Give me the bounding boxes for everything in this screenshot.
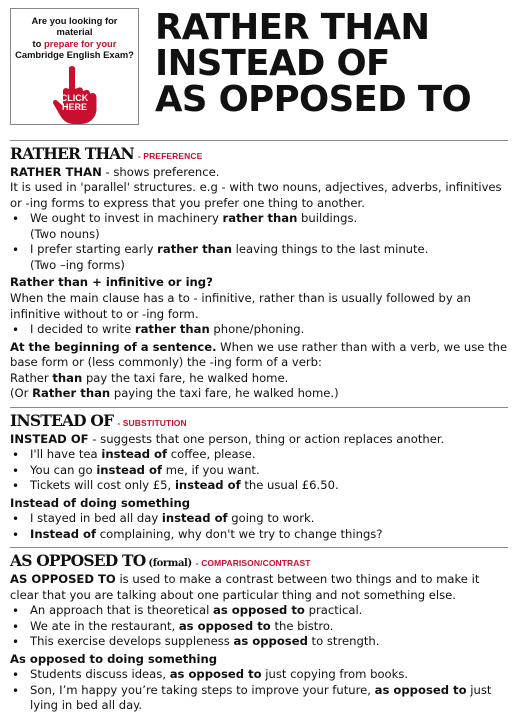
subheading: Rather than + infinitive or ing?	[10, 275, 213, 290]
header	[10, 8, 508, 140]
example-list	[10, 242, 508, 258]
section-tag: - SUBSTITUTION	[117, 417, 187, 428]
ad-line-2: to prepare for your	[32, 37, 117, 49]
section-tag: - PREFERENCE	[137, 151, 203, 161]
list-item: • I stayed in bed all day instead of going to work.	[10, 511, 508, 527]
pointing-hand-icon[interactable]	[50, 64, 100, 126]
divider	[10, 547, 508, 548]
note: (Two –ing forms)	[30, 257, 125, 272]
section-tag: - COMPARISON/CONTRAST	[195, 558, 311, 569]
lead: INSTEAD OF - suggests that one person, thing or action replaces another.	[10, 431, 445, 446]
example-sentence: (Or Rather than paying the taxi fare, he walked home.)	[10, 386, 339, 401]
title-line-1: RATHER THAN	[155, 7, 430, 48]
example-list	[10, 211, 508, 227]
example-list	[10, 322, 508, 338]
divider	[10, 407, 508, 408]
list-item: • Instead of complaining, why don't we try to change things?	[10, 527, 508, 543]
list-item: • This exercise develops suppleness as opposed to strength.	[10, 634, 508, 650]
cambridge-exam-ad[interactable]	[10, 8, 139, 125]
lead: AS OPPOSED TO is used to make a contrast between two things and to make it clear that you are talking about one particular thing and not something else.	[10, 571, 480, 602]
title-line-2: INSTEAD OF	[155, 43, 390, 85]
formal-label: (formal)	[148, 558, 192, 570]
section-heading: INSTEAD OF - SUBSTITUTION	[10, 410, 187, 430]
list-item: • I'll have tea instead of coffee, please.	[10, 447, 508, 463]
title-line-3: AS OPPOSED TO	[155, 79, 472, 121]
subheading: Instead of doing something	[10, 495, 191, 510]
section-rather-than	[10, 144, 508, 402]
lead: RATHER THAN - shows preference.	[10, 164, 220, 179]
list-item: • Students discuss ideas, as opposed to just copying from books.	[10, 667, 508, 683]
divider	[10, 140, 508, 141]
list-item: • I decided to write rather than phone/phoning.	[10, 322, 508, 338]
ad-text	[14, 15, 135, 61]
page-title	[155, 7, 472, 140]
list-item: • We ought to invest in machinery rather than buildings.	[10, 211, 508, 227]
subheading: As opposed to doing something	[10, 651, 218, 666]
list-item: • You can go instead of me, if you want.	[10, 463, 508, 479]
paragraph: When the main clause has a to - infinitive, rather than is usually followed by an infinitive without to or -ing form.	[10, 291, 471, 321]
note: (Two nouns)	[30, 226, 100, 241]
list-item: • We ate in the restaurant, as opposed to the bistro.	[10, 619, 508, 635]
section-heading: RATHER THAN - PREFERENCE	[10, 144, 203, 163]
ad-line-1: Are you looking for material	[31, 15, 118, 38]
list-item: • Tickets will cost only £5, instead of the usual £6.50.	[10, 478, 508, 494]
section-as-opposed-to	[10, 551, 508, 714]
ad-line-3: Cambridge English Exam?	[15, 49, 134, 61]
section-heading: AS OPPOSED TO (formal) - COMPARISON/CONTRAST	[10, 551, 311, 571]
example-list	[10, 603, 508, 650]
example-list	[10, 511, 508, 542]
list-item: • I prefer starting early rather than leaving things to the last minute.	[10, 242, 508, 258]
example-list	[10, 667, 508, 714]
paragraph: It is used in 'parallel' structures. e.g - with two nouns, adjectives, adverbs, infinitives or -ing forms to express that you prefer one thing to another.	[10, 180, 502, 210]
list-item: • Son, I’m happy you’re taking steps to improve your future, as opposed to just lying in bed all day.	[10, 683, 508, 714]
paragraph: At the beginning of a sentence. When we use rather than with a verb, we use the base form or (less commonly) the -ing form of a verb:	[10, 339, 508, 370]
section-instead-of	[10, 411, 508, 542]
click-here-label: CLICK HERE	[60, 92, 89, 113]
list-item: • An approach that is theoretical as opposed to practical.	[10, 603, 508, 619]
example-list	[10, 447, 508, 494]
example-sentence: Rather than pay the taxi fare, he walked home.	[10, 370, 289, 385]
